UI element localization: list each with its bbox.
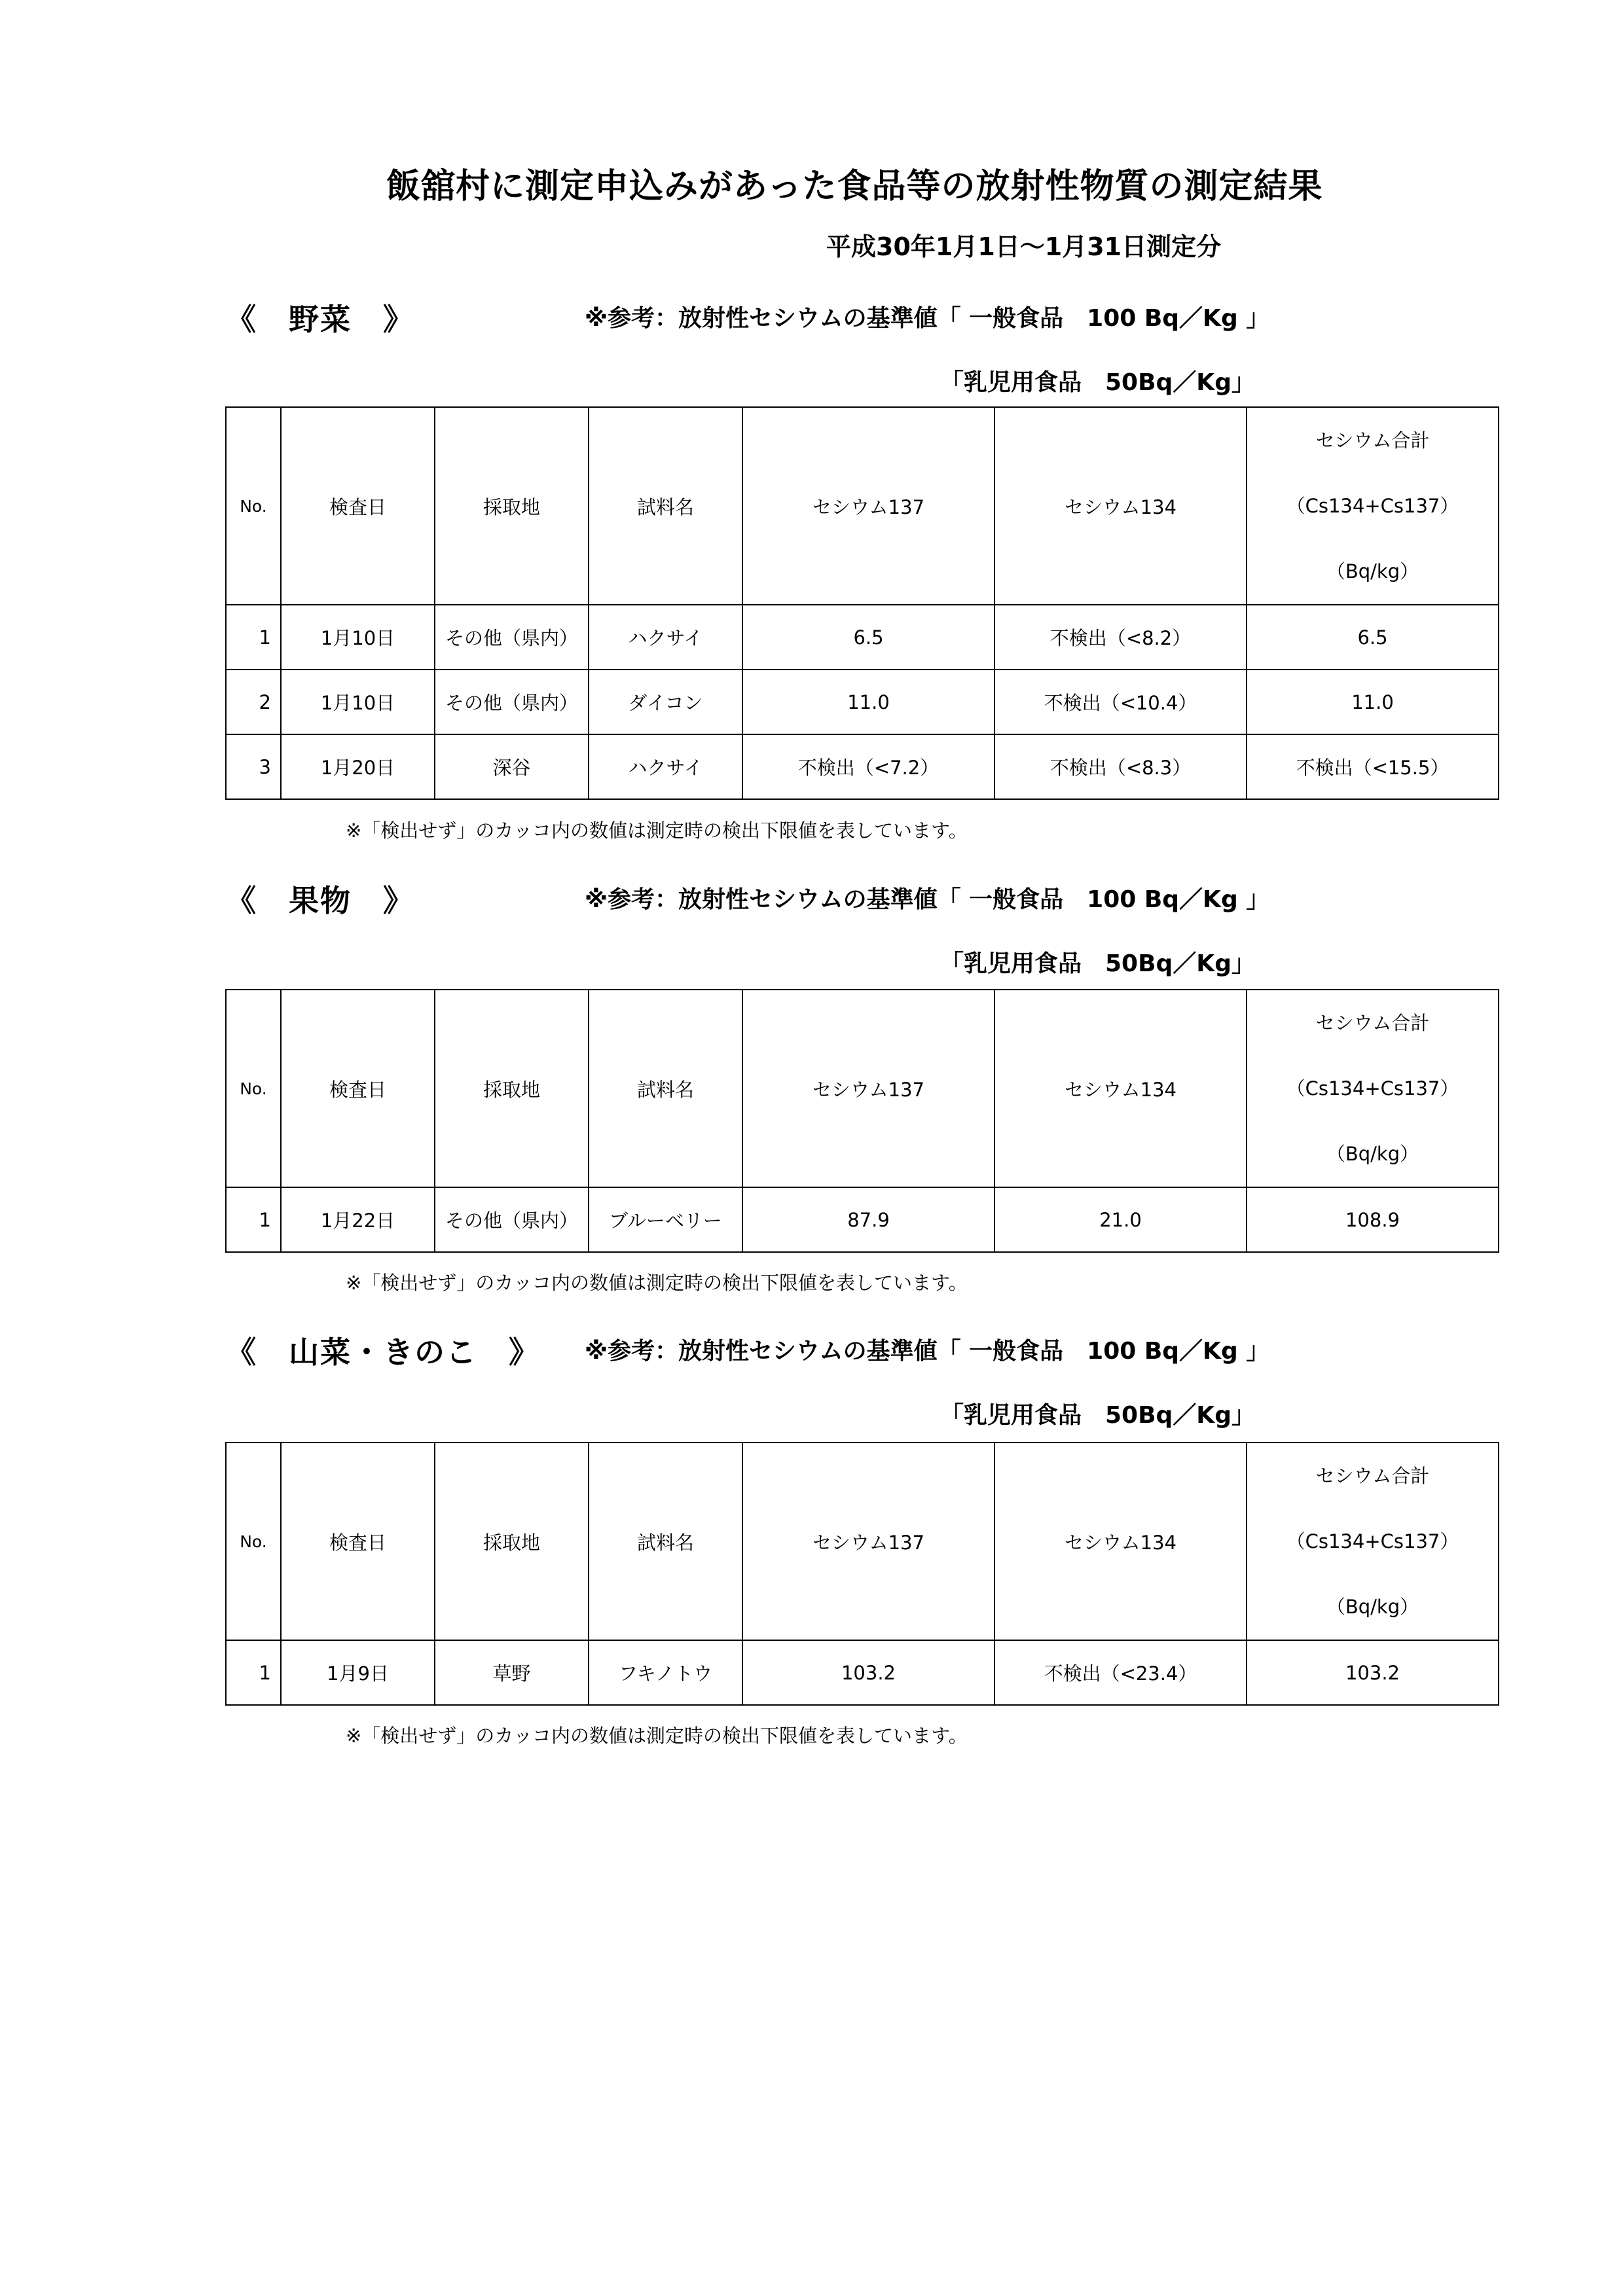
- cell-place: その他（県内）: [435, 605, 589, 670]
- table-row: [226, 734, 1499, 799]
- header-sum: [1247, 1443, 1499, 1640]
- cell-sample: ダイコン: [589, 670, 742, 734]
- header-date: 検査日: [281, 990, 435, 1187]
- header-cs137: セシウム137: [742, 407, 994, 605]
- cell-sum: 11.0: [1247, 670, 1499, 734]
- reference-general-food: ※参考：放射性セシウムの基準値「 一般食品 100 Bq／Kg 」: [585, 305, 1270, 332]
- header-sum-line1: セシウム合計: [1315, 429, 1430, 452]
- cell-place: 草野: [435, 1640, 589, 1705]
- cell-cs137: 不検出（<7.2）: [742, 734, 994, 799]
- cell-no: 3: [226, 734, 281, 799]
- cell-date: 1月9日: [281, 1640, 435, 1705]
- cell-cs137: 87.9: [742, 1187, 994, 1252]
- table-header-row: [226, 407, 1499, 605]
- cell-cs137: 11.0: [742, 670, 994, 734]
- cell-sum: 108.9: [1247, 1187, 1499, 1252]
- cell-place: 深谷: [435, 734, 589, 799]
- header-no: No.: [226, 1443, 281, 1640]
- cell-no: 2: [226, 670, 281, 734]
- header-no: No.: [226, 407, 281, 605]
- cell-date: 1月10日: [281, 670, 435, 734]
- header-sum-line2: （Cs134+Cs137）: [1286, 1530, 1459, 1552]
- cell-no: 1: [226, 1640, 281, 1705]
- measurement-period: 平成30年1月1日～1月31日測定分: [826, 232, 1222, 261]
- cell-cs134: 不検出（<23.4）: [994, 1640, 1247, 1705]
- header-sample: 試料名: [589, 990, 742, 1187]
- cell-no: 1: [226, 1187, 281, 1252]
- cell-sample: フキノトウ: [589, 1640, 742, 1705]
- cell-sample: ブルーベリー: [589, 1187, 742, 1252]
- header-date: 検査日: [281, 407, 435, 605]
- header-cs137: セシウム137: [742, 990, 994, 1187]
- reference-infant-food: 「乳児用食品 50Bq／Kg」: [940, 369, 1255, 396]
- cell-cs137: 6.5: [742, 605, 994, 670]
- footnote: ※「検出せず」のカッコ内の数値は測定時の検出下限値を表しています。: [346, 819, 968, 842]
- section-heading-wild-plants-mushrooms: 《 山菜・きのこ 》: [226, 1335, 540, 1370]
- header-place: 採取地: [435, 1443, 589, 1640]
- table-header-row: [226, 1443, 1499, 1640]
- header-sample: 試料名: [589, 407, 742, 605]
- table-header-row: [226, 990, 1499, 1187]
- cell-cs134: 不検出（<8.2）: [994, 605, 1247, 670]
- cell-date: 1月20日: [281, 734, 435, 799]
- table-row: [226, 670, 1499, 734]
- table-row: [226, 1640, 1499, 1705]
- cell-date: 1月10日: [281, 605, 435, 670]
- header-sum-line1: セシウム合計: [1315, 1465, 1430, 1487]
- reference-general-food: ※参考：放射性セシウムの基準値「 一般食品 100 Bq／Kg 」: [585, 886, 1270, 913]
- cell-cs134: 不検出（<10.4）: [994, 670, 1247, 734]
- cell-cs134: 21.0: [994, 1187, 1247, 1252]
- cell-sum: 不検出（<15.5）: [1247, 734, 1499, 799]
- results-table-fruits: [225, 989, 1499, 1253]
- reference-infant-food: 「乳児用食品 50Bq／Kg」: [940, 1402, 1255, 1429]
- header-cs134: セシウム134: [994, 990, 1247, 1187]
- header-place: 採取地: [435, 990, 589, 1187]
- header-sum-line3: （Bq/kg）: [1326, 560, 1419, 583]
- cell-place: その他（県内）: [435, 670, 589, 734]
- footnote: ※「検出せず」のカッコ内の数値は測定時の検出下限値を表しています。: [346, 1725, 968, 1747]
- cell-sum: 6.5: [1247, 605, 1499, 670]
- header-sum-line1: セシウム合計: [1315, 1012, 1430, 1034]
- cell-sample: ハクサイ: [589, 734, 742, 799]
- header-sum-line2: （Cs134+Cs137）: [1286, 1077, 1459, 1100]
- cell-sum: 103.2: [1247, 1640, 1499, 1705]
- header-sample: 試料名: [589, 1443, 742, 1640]
- header-sum-line2: （Cs134+Cs137）: [1286, 495, 1459, 517]
- reference-general-food: ※参考：放射性セシウムの基準値「 一般食品 100 Bq／Kg 」: [585, 1338, 1270, 1365]
- cell-place: その他（県内）: [435, 1187, 589, 1252]
- header-no: No.: [226, 990, 281, 1187]
- footnote: ※「検出せず」のカッコ内の数値は測定時の検出下限値を表しています。: [346, 1272, 968, 1294]
- results-table-wild-plants-mushrooms: [225, 1442, 1499, 1706]
- document-title: 飯舘村に測定申込みがあった食品等の放射性物質の測定結果: [386, 167, 1323, 206]
- header-sum-line3: （Bq/kg）: [1326, 1143, 1419, 1165]
- section-heading-fruits: 《 果物 》: [226, 883, 414, 918]
- header-sum: [1247, 407, 1499, 605]
- header-cs137: セシウム137: [742, 1443, 994, 1640]
- section-heading-vegetables: 《 野菜 》: [226, 302, 414, 337]
- table-row: [226, 605, 1499, 670]
- header-sum-line3: （Bq/kg）: [1326, 1596, 1419, 1618]
- header-place: 採取地: [435, 407, 589, 605]
- header-sum: [1247, 990, 1499, 1187]
- cell-date: 1月22日: [281, 1187, 435, 1252]
- cell-sample: ハクサイ: [589, 605, 742, 670]
- reference-infant-food: 「乳児用食品 50Bq／Kg」: [940, 950, 1255, 977]
- table-row: [226, 1187, 1499, 1252]
- cell-cs137: 103.2: [742, 1640, 994, 1705]
- cell-cs134: 不検出（<8.3）: [994, 734, 1247, 799]
- header-cs134: セシウム134: [994, 407, 1247, 605]
- cell-no: 1: [226, 605, 281, 670]
- header-cs134: セシウム134: [994, 1443, 1247, 1640]
- header-date: 検査日: [281, 1443, 435, 1640]
- results-table-vegetables: [225, 406, 1499, 800]
